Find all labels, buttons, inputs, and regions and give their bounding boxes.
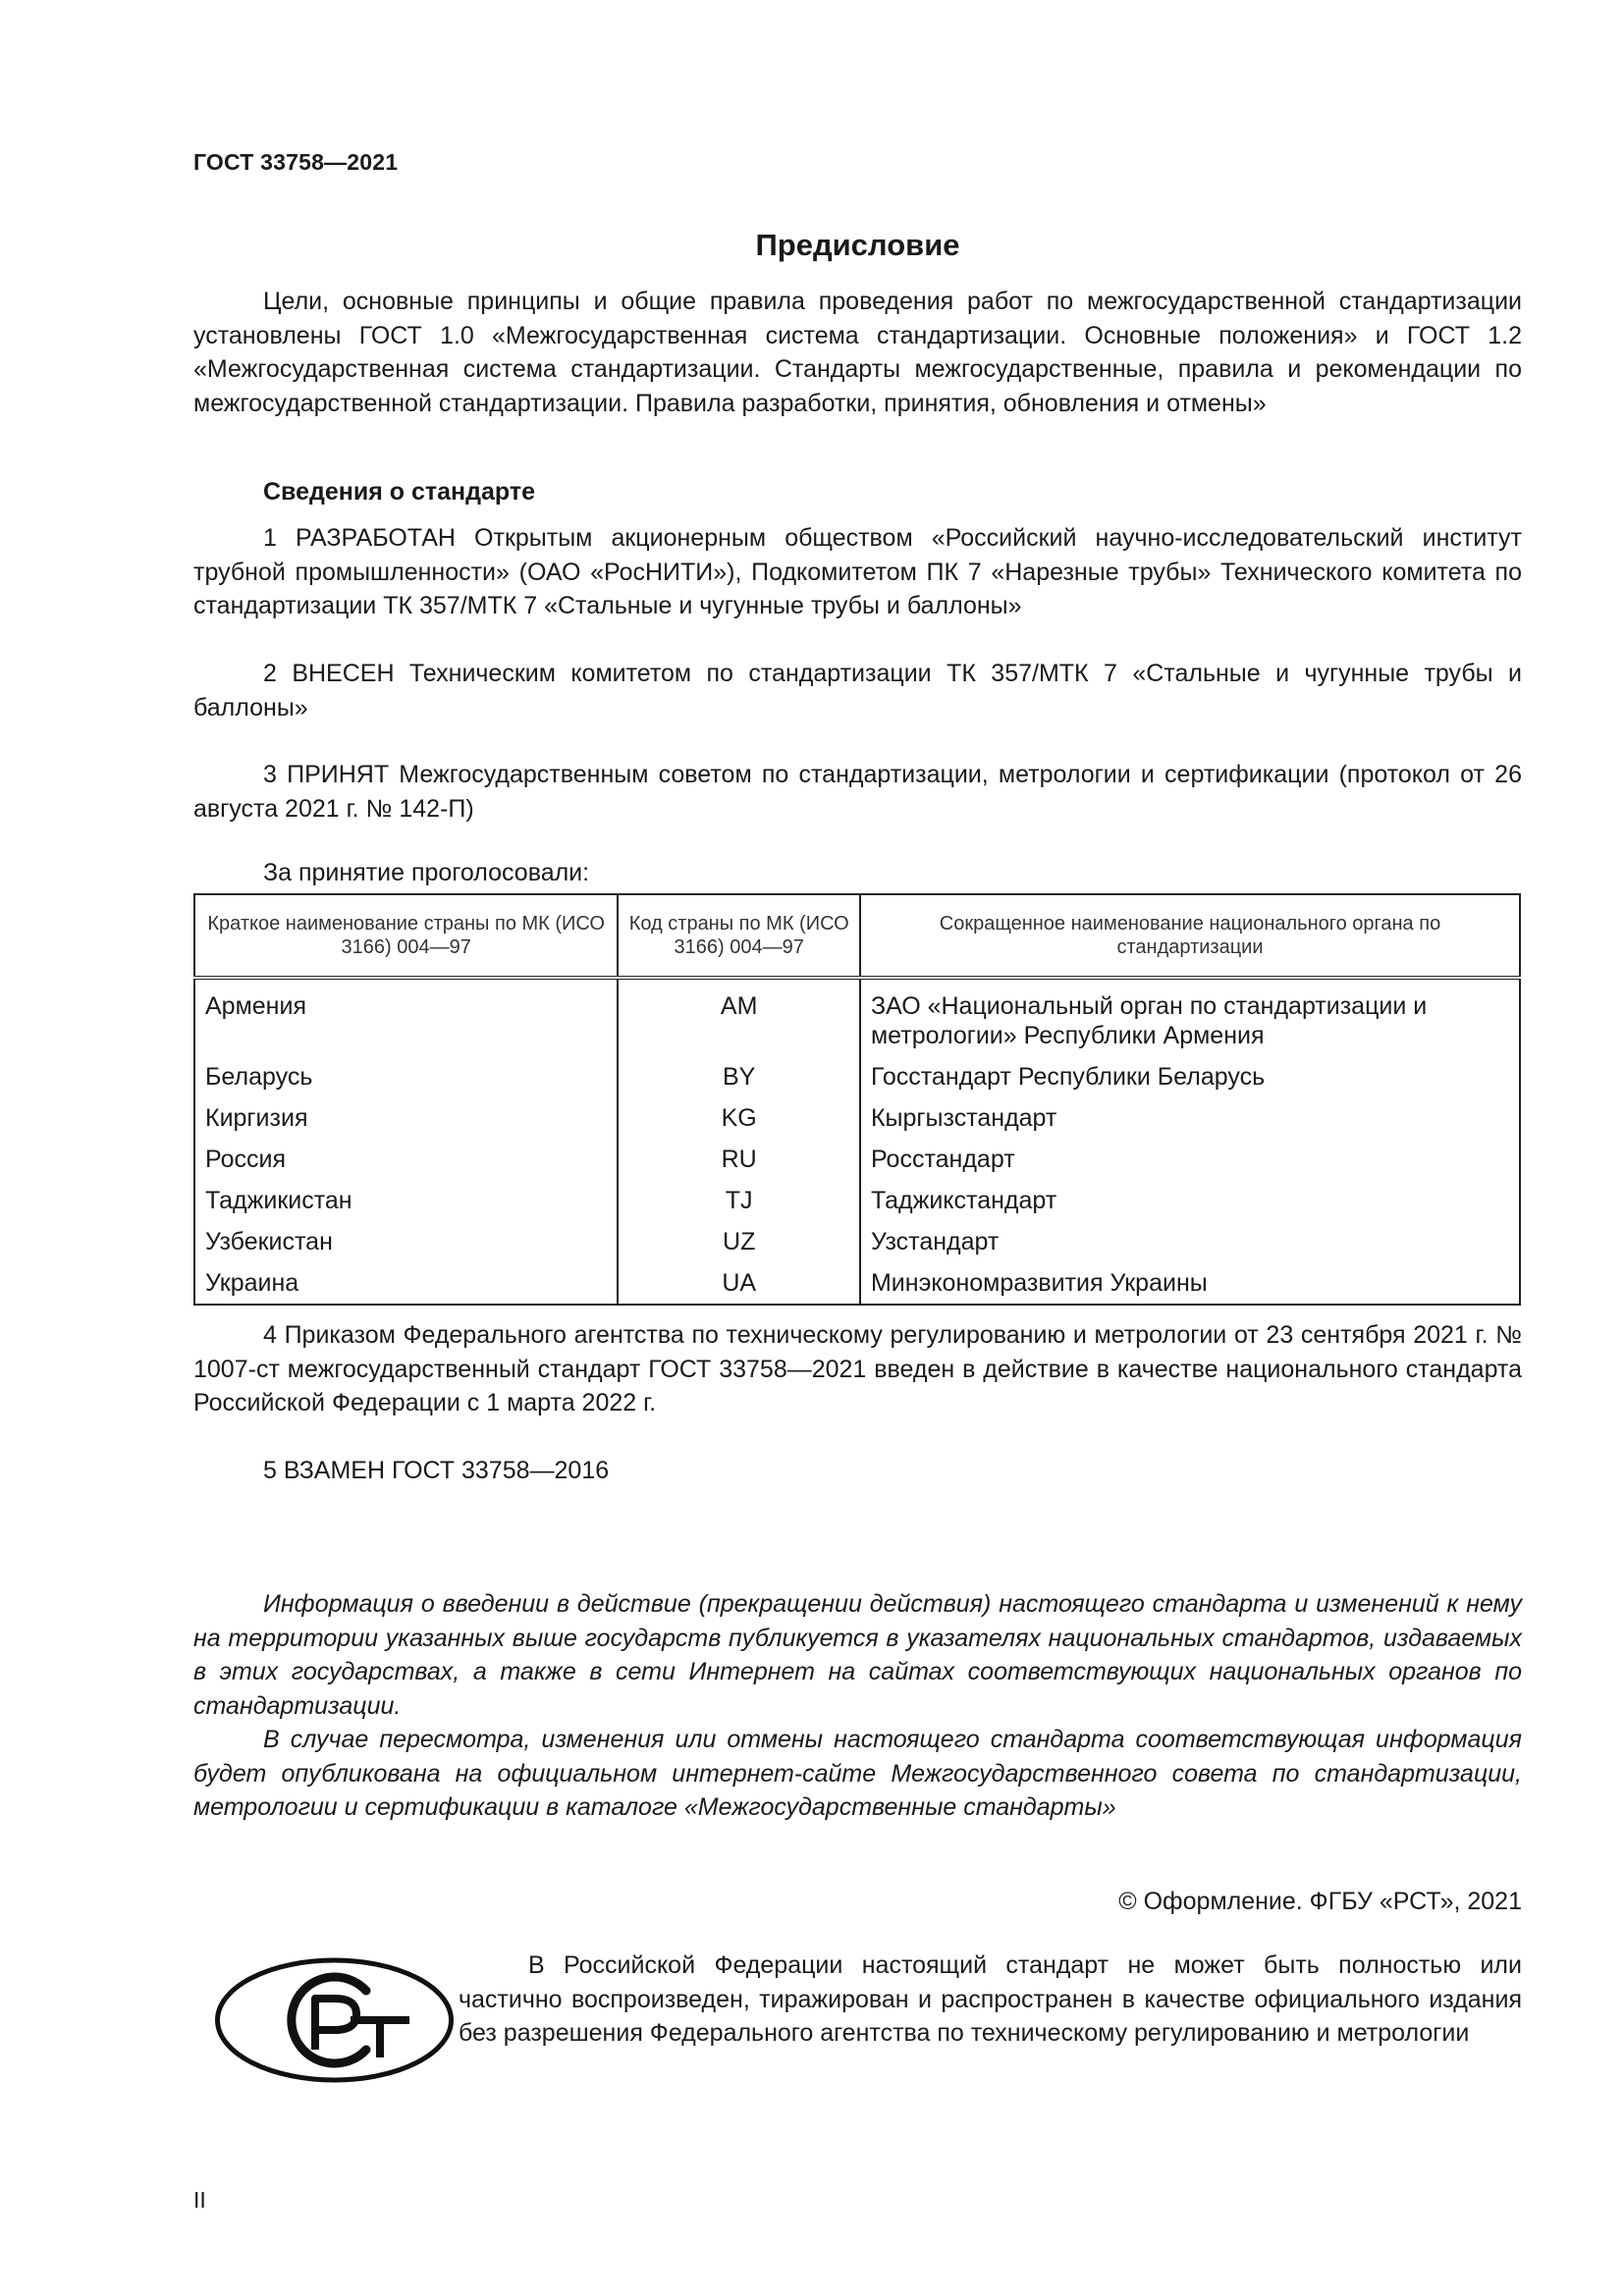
country-cell: Украина: [194, 1256, 618, 1305]
document-page: [193, 0, 1522, 2296]
country-cell: Таджикистан: [194, 1174, 618, 1215]
header-country-code: Код страны по МК (ИСО 3166) 004—97: [618, 894, 860, 978]
header-national-body: Сокращенное наименование национального органа по стандартизации: [860, 894, 1520, 978]
standard-info-heading: Сведения о стандарте: [263, 478, 536, 506]
body-cell: Кыргызстандарт: [860, 1092, 1520, 1133]
body-cell: Росстандарт: [860, 1133, 1520, 1174]
code-cell: RU: [618, 1133, 860, 1174]
country-cell: Беларусь: [194, 1050, 618, 1092]
document-code-header: ГОСТ 33758—2021: [193, 149, 399, 175]
table-row: [194, 1092, 1520, 1133]
info-item-enacted: 4 Приказом Федерального агентства по техническому регулированию и метрологии от 23 сентября 2021 г. № 1007-ст межгосударственный стандарт ГОСТ 33758—2021 введен в действие в качестве национального стандарта Российской Федерации с 1 марта 2022 г.: [193, 1321, 1522, 1416]
vote-table: [193, 893, 1521, 1306]
table-row: [194, 1256, 1520, 1305]
code-cell: KG: [618, 1092, 860, 1133]
body-cell: Госстандарт Республики Беларусь: [860, 1050, 1520, 1092]
reproduction-notice: В Российской Федерации настоящий стандарт не может быть полностью или частично воспроизведен, тиражирован и распространен в качестве официального издания без разрешения Федерального агентства по техническому регулированию и метрологии: [459, 1951, 1522, 2047]
rst-certification-logo-icon: [213, 1955, 456, 2085]
body-cell: Минэкономразвития Украины: [860, 1256, 1520, 1305]
vote-caption: За принятие проголосовали:: [263, 859, 590, 886]
vote-table-header-row: [194, 894, 1520, 978]
body-cell: Таджикстандарт: [860, 1174, 1520, 1215]
info-item-developed: 1 РАЗРАБОТАН Открытым акционерным обществом «Российский научно-исследовательский институт трубной промышленности» (ОАО «РосНИТИ»), Подкомитетом ПК 7 «Нарезные трубы» Технического комитета по стандартизации ТК 357/МТК 7 «Стальные и чугунные трубы и баллоны»: [193, 524, 1522, 619]
country-cell: Россия: [194, 1133, 618, 1174]
country-cell: Армения: [194, 978, 618, 1050]
body-cell: ЗАО «Национальный орган по стандартизации и метрологии» Республики Армения: [860, 978, 1520, 1050]
code-cell: TJ: [618, 1174, 860, 1215]
country-cell: Киргизия: [194, 1092, 618, 1133]
notice-paragraph-publication: Информация о введении в действие (прекращении действия) настоящего стандарта и изменений к нему на территории указанных выше государств публикуется в указателях национальных стандартов, издаваемых в этих государствах, а также в сети Интернет на сайтах соответствующих национальных органов по стандартизации.: [193, 1590, 1522, 1720]
preface-intro: Цели, основные принципы и общие правила проведения работ по межгосударственной стандартизации установлены ГОСТ 1.0 «Межгосударственная система стандартизации. Основные положения» и ГОСТ 1.2 «Межгосударственная система стандартизации. Стандарты межгосударственные, правила и рекомендации по межгосударственной стандартизации. Правила разработки, принятия, обновления и отмены»: [193, 288, 1522, 417]
code-cell: UA: [618, 1256, 860, 1305]
table-row: [194, 1174, 1520, 1215]
table-row: [194, 978, 1520, 1050]
info-item-adopted: 3 ПРИНЯТ Межгосударственным советом по стандартизации, метрологии и сертификации (протокол от 26 августа 2021 г. № 142-П): [193, 761, 1522, 823]
code-cell: AM: [618, 978, 860, 1050]
page-number: II: [193, 2187, 206, 2213]
table-row: [194, 1215, 1520, 1256]
table-row: [194, 1050, 1520, 1092]
copyright-line: © Оформление. ФГБУ «РСТ», 2021: [1118, 1888, 1522, 1915]
table-row: [194, 1133, 1520, 1174]
preface-title: Предисловие: [755, 228, 960, 262]
info-item-introduced: 2 ВНЕСЕН Техническим комитетом по стандартизации ТК 357/МТК 7 «Стальные и чугунные трубы и баллоны»: [193, 660, 1522, 721]
country-cell: Узбекистан: [194, 1215, 618, 1256]
header-country-name: Краткое наименование страны по МК (ИСО 3166) 004—97: [194, 894, 618, 978]
code-cell: UZ: [618, 1215, 860, 1256]
info-item-replaces: 5 ВЗАМЕН ГОСТ 33758—2016: [263, 1457, 610, 1484]
code-cell: BY: [618, 1050, 860, 1092]
body-cell: Узстандарт: [860, 1215, 1520, 1256]
notice-paragraph-revision: В случае пересмотра, изменения или отмены настоящего стандарта соответствующая информация будет опубликована на официальном интернет-сайте Межгосударственного совета по стандартизации, метрологии и сертификации в каталоге «Межгосударственные стандарты»: [193, 1726, 1522, 1821]
